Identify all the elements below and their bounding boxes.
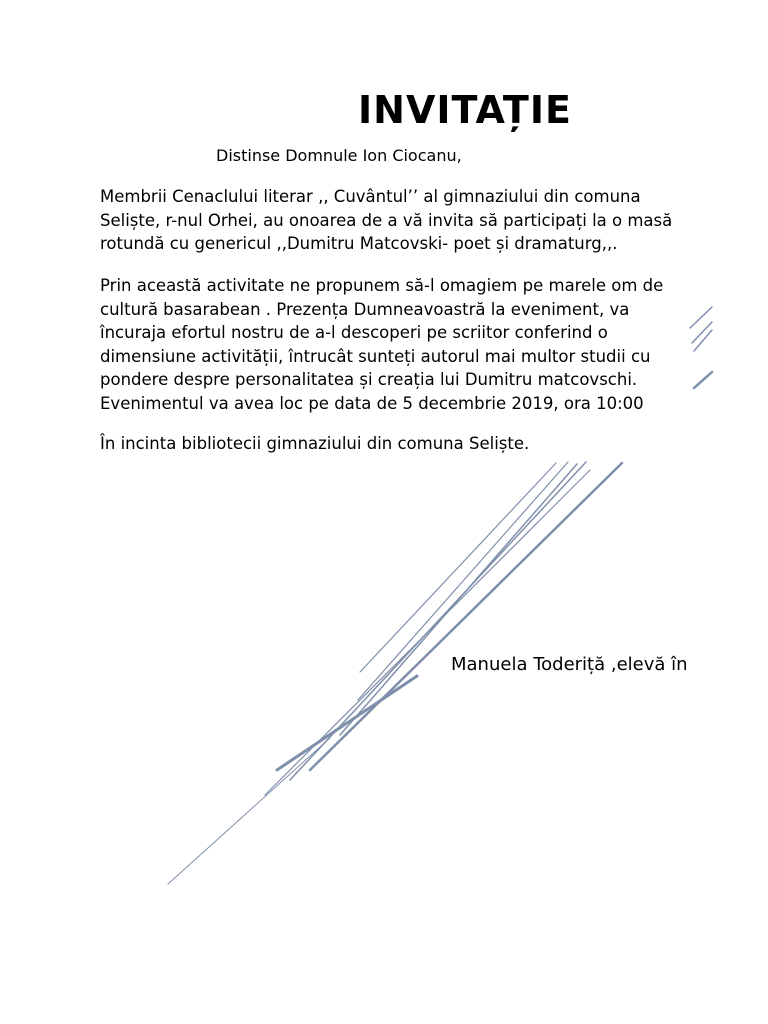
deco-line xyxy=(310,463,622,770)
greeting-line: Distinse Domnule Ion Ciocanu, xyxy=(216,146,462,165)
deco-line xyxy=(694,372,712,388)
paragraph-invitation: Membrii Cenaclului literar ,, Cuvântul’’ al gimnaziului din comuna Seliște, r-nul Orhei, au onoarea de a vă invita să participați la o masă rotundă cu genericul ,,Dumitru Matcovski- poet și dramaturg,,. xyxy=(100,187,673,253)
deco-line xyxy=(360,463,556,672)
deco-line xyxy=(277,676,417,770)
document-title: INVITAȚIE xyxy=(358,88,572,132)
deco-line xyxy=(168,738,330,884)
paragraph-purpose: Prin această activitate ne propunem să-l omagiem pe marele om de cultură basarabean . Prezența Dumneavoastră la eveniment, va încuraja efortul nostru de a-l descoperi pe scriitor conferind o dimensiune activității, întrucât sunteți autorul mai multor studii cu pondere despre personalitatea și creația lui Dumitru matcovschi. Evenimentul va avea loc pe data de 5 decembrie 2019, ora 10:00 xyxy=(100,276,664,413)
deco-line xyxy=(265,470,590,795)
deco-line xyxy=(694,330,712,351)
signature-line: Manuela Toderiță ,elevă în xyxy=(451,654,688,675)
paragraph-location: În incinta bibliotecii gimnaziului din comuna Seliște. xyxy=(100,434,530,453)
signature-block xyxy=(451,652,731,690)
